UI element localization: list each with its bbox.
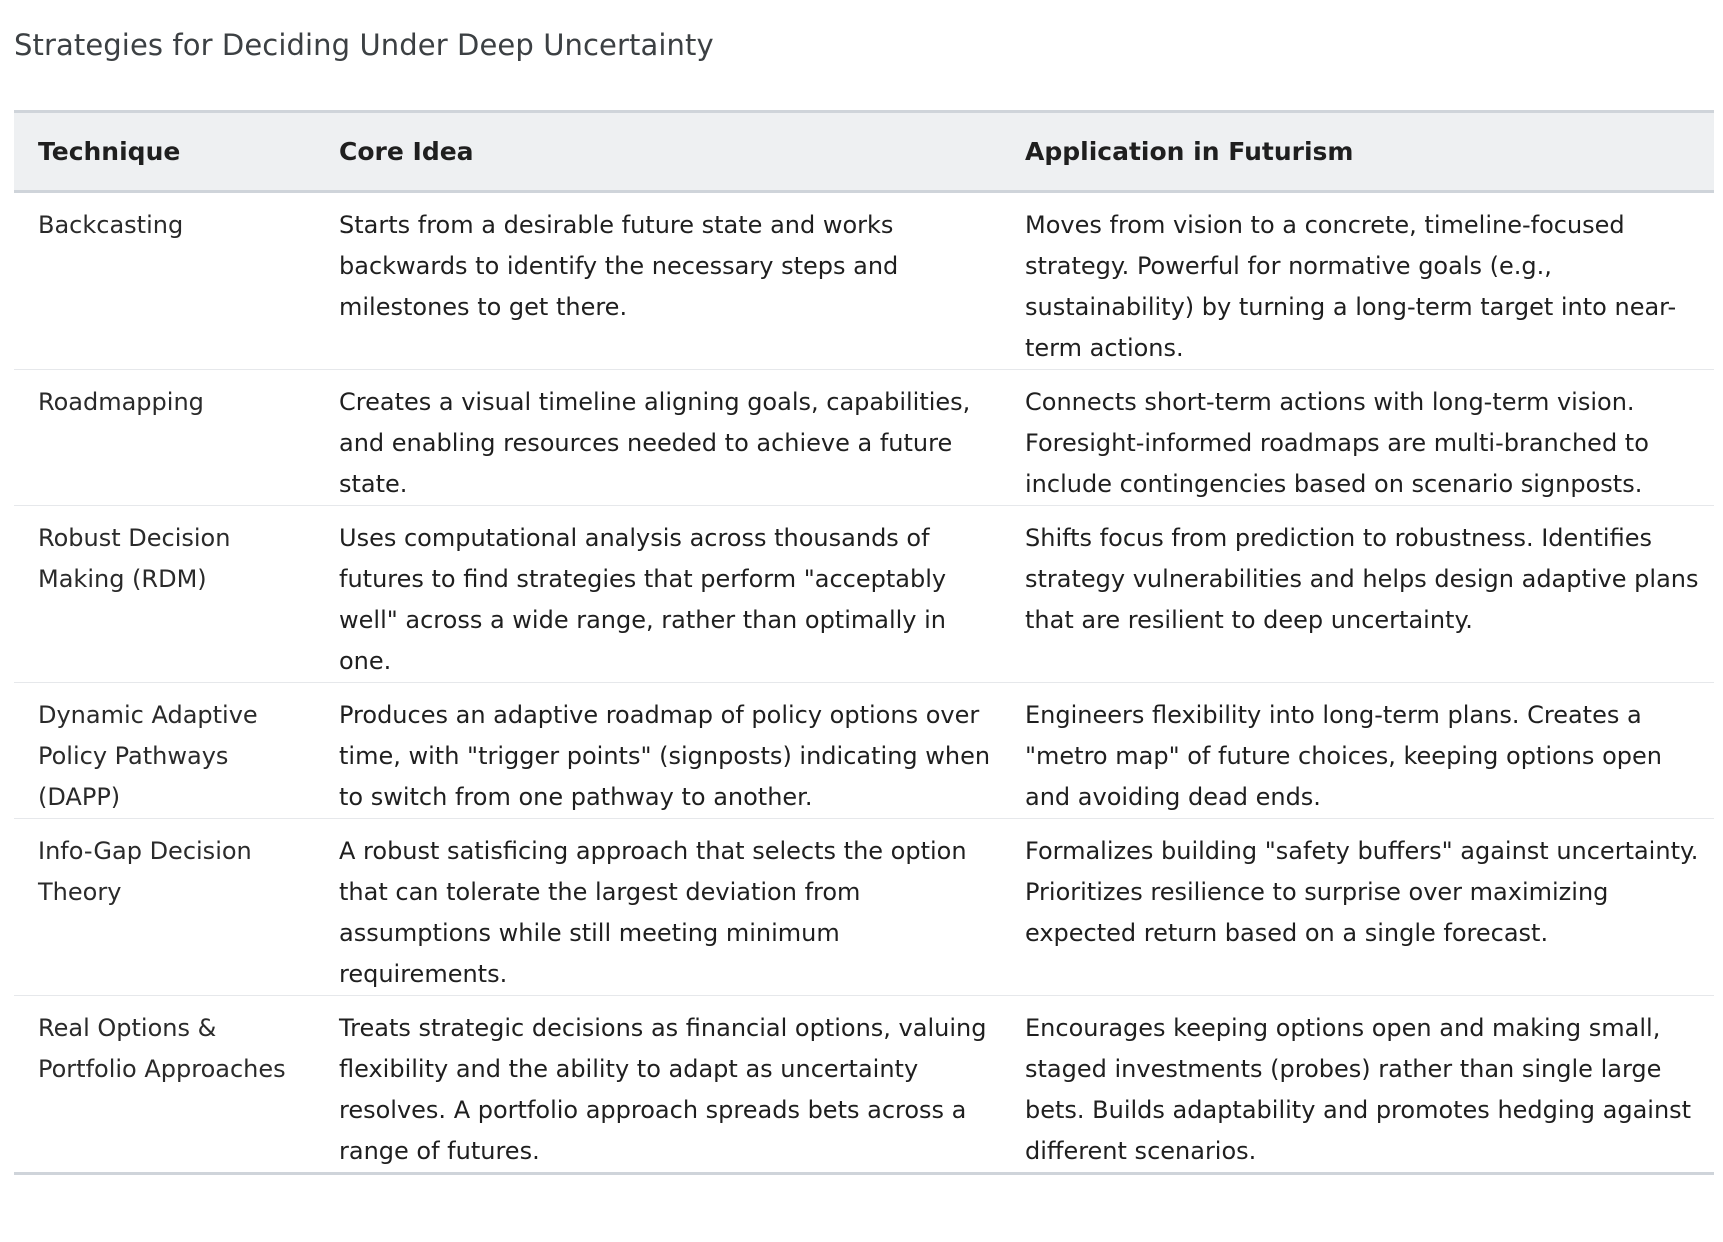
table-row — [14, 819, 1714, 996]
column-header-technique: Technique — [38, 137, 181, 166]
core-idea-cell: Treats strategic decisions as financial options, valuing flexibility and the ability to adapt as uncertainty resolves. A portfolio approach spreads bets across a range of futures. — [315, 996, 1001, 1174]
table-row — [14, 996, 1714, 1174]
header-row — [14, 112, 1714, 192]
application-cell: Formalizes building "safety buffers" against uncertainty. Prioritizes resilience to surprise over maximizing expected return based on a single forecast. — [1001, 819, 1714, 996]
technique-cell: Backcasting — [14, 192, 315, 370]
table-row — [14, 683, 1714, 819]
core-idea-cell: A robust satisficing approach that selects the option that can tolerate the largest deviation from assumptions while still meeting minimum requirements. — [315, 819, 1001, 996]
table-row — [14, 370, 1714, 506]
page-title: Strategies for Deciding Under Deep Uncertainty — [14, 28, 714, 62]
technique-cell: Roadmapping — [14, 370, 315, 506]
column-header-core-idea: Core Idea — [339, 137, 474, 166]
column-header-application: Application in Futurism — [1025, 137, 1354, 166]
application-cell: Connects short-term actions with long-term vision. Foresight-informed roadmaps are multi-branched to include contingencies based on scenario signposts. — [1001, 370, 1714, 506]
table-row — [14, 192, 1714, 370]
application-cell: Moves from vision to a concrete, timeline-focused strategy. Powerful for normative goals (e.g., sustainability) by turning a long-term target into near-term actions. — [1001, 192, 1714, 370]
application-cell: Shifts focus from prediction to robustness. Identifies strategy vulnerabilities and helps design adaptive plans that are resilient to deep uncertainty. — [1001, 506, 1714, 683]
application-cell: Encourages keeping options open and making small, staged investments (probes) rather than single large bets. Builds adaptability and promotes hedging against different scenarios. — [1001, 996, 1714, 1174]
technique-cell: Robust Decision Making (RDM) — [14, 506, 315, 683]
core-idea-cell: Produces an adaptive roadmap of policy options over time, with "trigger points" (signposts) indicating when to switch from one pathway to another. — [315, 683, 1001, 819]
core-idea-cell: Creates a visual timeline aligning goals, capabilities, and enabling resources needed to achieve a future state. — [315, 370, 1001, 506]
strategies-table — [14, 110, 1714, 1175]
application-cell: Engineers flexibility into long-term plans. Creates a "metro map" of future choices, keeping options open and avoiding dead ends. — [1001, 683, 1714, 819]
technique-cell: Real Options & Portfolio Approaches — [14, 996, 315, 1174]
table-body — [14, 192, 1714, 1174]
core-idea-cell: Starts from a desirable future state and works backwards to identify the necessary steps and milestones to get there. — [315, 192, 1001, 370]
technique-cell: Dynamic Adaptive Policy Pathways (DAPP) — [14, 683, 315, 819]
table-header — [14, 112, 1714, 192]
technique-cell: Info-Gap Decision Theory — [14, 819, 315, 996]
core-idea-cell: Uses computational analysis across thousands of futures to find strategies that perform "acceptably well" across a wide range, rather than optimally in one. — [315, 506, 1001, 683]
table-row — [14, 506, 1714, 683]
